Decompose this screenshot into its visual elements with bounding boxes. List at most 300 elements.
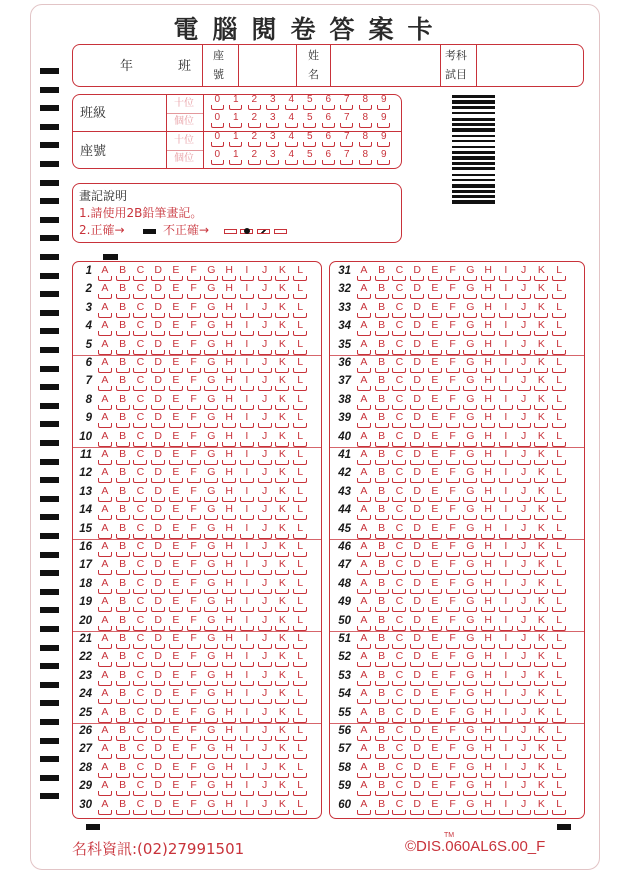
answer-bubble-b[interactable] <box>373 799 391 815</box>
answer-bubble-i[interactable] <box>497 725 515 741</box>
answer-bubble-c[interactable] <box>391 743 409 759</box>
answer-bubble-h[interactable] <box>220 615 238 631</box>
answer-bubble-i[interactable] <box>497 375 515 391</box>
answer-bubble-h[interactable] <box>220 688 238 704</box>
answer-bubble-a[interactable] <box>96 394 114 410</box>
answer-bubble-f[interactable] <box>444 504 462 520</box>
answer-bubble-c[interactable] <box>132 651 150 667</box>
class-ones-bubble-6[interactable] <box>319 113 338 128</box>
answer-bubble-g[interactable] <box>462 394 480 410</box>
answer-bubble-i[interactable] <box>238 412 256 428</box>
answer-bubble-c[interactable] <box>391 467 409 483</box>
answer-bubble-f[interactable] <box>444 578 462 594</box>
answer-bubble-i[interactable] <box>497 523 515 539</box>
answer-bubble-f[interactable] <box>444 265 462 281</box>
answer-bubble-k[interactable] <box>274 504 292 520</box>
answer-bubble-f[interactable] <box>185 357 203 373</box>
answer-bubble-e[interactable] <box>426 523 444 539</box>
answer-bubble-d[interactable] <box>408 762 426 778</box>
answer-bubble-g[interactable] <box>203 670 221 686</box>
answer-bubble-l[interactable] <box>550 651 568 667</box>
answer-bubble-a[interactable] <box>355 596 373 612</box>
answer-bubble-l[interactable] <box>550 633 568 649</box>
answer-bubble-l[interactable] <box>550 412 568 428</box>
answer-bubble-a[interactable] <box>96 725 114 741</box>
answer-bubble-i[interactable] <box>497 541 515 557</box>
answer-bubble-g[interactable] <box>462 302 480 318</box>
answer-bubble-a[interactable] <box>96 559 114 575</box>
answer-bubble-j[interactable] <box>515 780 533 796</box>
class-ones-bubble-5[interactable] <box>301 113 320 128</box>
answer-bubble-f[interactable] <box>185 265 203 281</box>
answer-bubble-i[interactable] <box>497 283 515 299</box>
answer-bubble-j[interactable] <box>515 339 533 355</box>
answer-bubble-b[interactable] <box>373 596 391 612</box>
seat-tens-bubble-9[interactable] <box>375 132 394 147</box>
answer-bubble-b[interactable] <box>373 670 391 686</box>
answer-bubble-f[interactable] <box>444 394 462 410</box>
answer-bubble-g[interactable] <box>462 320 480 336</box>
answer-bubble-h[interactable] <box>479 302 497 318</box>
answer-bubble-g[interactable] <box>203 394 221 410</box>
answer-bubble-a[interactable] <box>355 486 373 502</box>
answer-bubble-c[interactable] <box>391 375 409 391</box>
answer-bubble-c[interactable] <box>132 449 150 465</box>
answer-bubble-d[interactable] <box>408 357 426 373</box>
answer-bubble-e[interactable] <box>426 633 444 649</box>
class-ones-bubble-8[interactable] <box>356 113 375 128</box>
answer-bubble-k[interactable] <box>533 725 551 741</box>
answer-bubble-e[interactable] <box>426 578 444 594</box>
seat-ones-bubble-2[interactable] <box>245 150 264 165</box>
answer-bubble-g[interactable] <box>462 707 480 723</box>
answer-bubble-c[interactable] <box>132 283 150 299</box>
answer-bubble-h[interactable] <box>220 780 238 796</box>
answer-bubble-b[interactable] <box>114 780 132 796</box>
answer-bubble-b[interactable] <box>114 743 132 759</box>
answer-bubble-b[interactable] <box>373 762 391 778</box>
answer-bubble-g[interactable] <box>203 357 221 373</box>
answer-bubble-c[interactable] <box>132 799 150 815</box>
answer-bubble-k[interactable] <box>533 449 551 465</box>
answer-bubble-a[interactable] <box>96 339 114 355</box>
answer-bubble-f[interactable] <box>444 743 462 759</box>
answer-bubble-l[interactable] <box>291 320 309 336</box>
answer-bubble-f[interactable] <box>185 412 203 428</box>
answer-bubble-g[interactable] <box>462 431 480 447</box>
answer-bubble-e[interactable] <box>426 375 444 391</box>
answer-bubble-b[interactable] <box>114 431 132 447</box>
answer-bubble-g[interactable] <box>462 615 480 631</box>
answer-bubble-b[interactable] <box>373 578 391 594</box>
class-ones-bubble-9[interactable] <box>375 113 394 128</box>
answer-bubble-d[interactable] <box>408 615 426 631</box>
answer-bubble-a[interactable] <box>96 357 114 373</box>
answer-bubble-h[interactable] <box>220 578 238 594</box>
answer-bubble-i[interactable] <box>238 394 256 410</box>
answer-bubble-l[interactable] <box>291 725 309 741</box>
answer-bubble-h[interactable] <box>479 651 497 667</box>
answer-bubble-k[interactable] <box>274 449 292 465</box>
answer-bubble-e[interactable] <box>426 559 444 575</box>
answer-bubble-h[interactable] <box>220 265 238 281</box>
answer-bubble-e[interactable] <box>167 596 185 612</box>
answer-bubble-c[interactable] <box>132 688 150 704</box>
answer-bubble-i[interactable] <box>238 486 256 502</box>
answer-bubble-k[interactable] <box>533 504 551 520</box>
answer-bubble-c[interactable] <box>132 504 150 520</box>
answer-bubble-g[interactable] <box>462 780 480 796</box>
answer-bubble-e[interactable] <box>426 320 444 336</box>
answer-bubble-a[interactable] <box>96 688 114 704</box>
answer-bubble-e[interactable] <box>426 412 444 428</box>
answer-bubble-g[interactable] <box>462 486 480 502</box>
answer-bubble-f[interactable] <box>444 431 462 447</box>
answer-bubble-h[interactable] <box>220 670 238 686</box>
answer-bubble-d[interactable] <box>408 283 426 299</box>
answer-bubble-f[interactable] <box>185 504 203 520</box>
answer-bubble-i[interactable] <box>497 320 515 336</box>
answer-bubble-h[interactable] <box>479 467 497 483</box>
class-ones-bubble-3[interactable] <box>264 113 283 128</box>
answer-bubble-d[interactable] <box>408 320 426 336</box>
answer-bubble-e[interactable] <box>426 596 444 612</box>
answer-bubble-i[interactable] <box>238 707 256 723</box>
answer-bubble-g[interactable] <box>203 633 221 649</box>
answer-bubble-e[interactable] <box>167 523 185 539</box>
answer-bubble-b[interactable] <box>114 578 132 594</box>
answer-bubble-l[interactable] <box>550 688 568 704</box>
answer-bubble-e[interactable] <box>426 357 444 373</box>
answer-bubble-c[interactable] <box>391 762 409 778</box>
answer-bubble-d[interactable] <box>149 707 167 723</box>
answer-bubble-h[interactable] <box>220 707 238 723</box>
answer-bubble-j[interactable] <box>256 375 274 391</box>
answer-bubble-k[interactable] <box>533 486 551 502</box>
answer-bubble-h[interactable] <box>220 725 238 741</box>
answer-bubble-b[interactable] <box>373 725 391 741</box>
seat-tens-bubble-3[interactable] <box>264 132 283 147</box>
answer-bubble-j[interactable] <box>256 412 274 428</box>
answer-bubble-e[interactable] <box>426 670 444 686</box>
answer-bubble-h[interactable] <box>479 762 497 778</box>
answer-bubble-j[interactable] <box>256 504 274 520</box>
answer-bubble-h[interactable] <box>479 559 497 575</box>
answer-bubble-d[interactable] <box>408 449 426 465</box>
answer-bubble-g[interactable] <box>203 688 221 704</box>
answer-bubble-i[interactable] <box>497 467 515 483</box>
answer-bubble-j[interactable] <box>256 320 274 336</box>
answer-bubble-b[interactable] <box>373 302 391 318</box>
answer-bubble-g[interactable] <box>203 578 221 594</box>
answer-bubble-l[interactable] <box>291 486 309 502</box>
answer-bubble-e[interactable] <box>167 707 185 723</box>
answer-bubble-h[interactable] <box>479 523 497 539</box>
answer-bubble-i[interactable] <box>497 394 515 410</box>
answer-bubble-e[interactable] <box>426 725 444 741</box>
answer-bubble-g[interactable] <box>203 486 221 502</box>
answer-bubble-a[interactable] <box>96 320 114 336</box>
seat-tens-bubble-7[interactable] <box>338 132 357 147</box>
answer-bubble-k[interactable] <box>274 707 292 723</box>
answer-bubble-i[interactable] <box>497 357 515 373</box>
answer-bubble-l[interactable] <box>550 707 568 723</box>
answer-bubble-e[interactable] <box>167 486 185 502</box>
answer-bubble-l[interactable] <box>550 541 568 557</box>
answer-bubble-c[interactable] <box>132 559 150 575</box>
answer-bubble-i[interactable] <box>497 578 515 594</box>
answer-bubble-f[interactable] <box>444 615 462 631</box>
answer-bubble-c[interactable] <box>391 283 409 299</box>
answer-bubble-d[interactable] <box>408 799 426 815</box>
answer-bubble-d[interactable] <box>149 486 167 502</box>
answer-bubble-e[interactable] <box>167 578 185 594</box>
answer-bubble-i[interactable] <box>238 799 256 815</box>
answer-bubble-b[interactable] <box>114 357 132 373</box>
answer-bubble-h[interactable] <box>220 559 238 575</box>
answer-bubble-f[interactable] <box>444 320 462 336</box>
answer-bubble-k[interactable] <box>533 394 551 410</box>
answer-bubble-e[interactable] <box>426 467 444 483</box>
answer-bubble-l[interactable] <box>291 559 309 575</box>
answer-bubble-i[interactable] <box>238 743 256 759</box>
answer-bubble-h[interactable] <box>479 412 497 428</box>
answer-bubble-g[interactable] <box>462 283 480 299</box>
answer-bubble-e[interactable] <box>167 799 185 815</box>
answer-bubble-l[interactable] <box>550 725 568 741</box>
class-tens-bubble-9[interactable] <box>375 95 394 110</box>
seat-ones-bubble-1[interactable] <box>227 150 246 165</box>
answer-bubble-a[interactable] <box>96 504 114 520</box>
answer-bubble-f[interactable] <box>185 431 203 447</box>
answer-bubble-c[interactable] <box>391 431 409 447</box>
answer-bubble-j[interactable] <box>515 394 533 410</box>
answer-bubble-i[interactable] <box>238 762 256 778</box>
answer-bubble-d[interactable] <box>149 743 167 759</box>
answer-bubble-e[interactable] <box>426 283 444 299</box>
answer-bubble-k[interactable] <box>533 357 551 373</box>
answer-bubble-j[interactable] <box>515 707 533 723</box>
answer-bubble-e[interactable] <box>167 670 185 686</box>
answer-bubble-l[interactable] <box>291 265 309 281</box>
answer-bubble-d[interactable] <box>149 320 167 336</box>
answer-bubble-e[interactable] <box>426 541 444 557</box>
seat-ones-bubble-4[interactable] <box>282 150 301 165</box>
answer-bubble-c[interactable] <box>391 412 409 428</box>
answer-bubble-h[interactable] <box>220 633 238 649</box>
answer-bubble-c[interactable] <box>391 339 409 355</box>
class-tens-bubble-4[interactable] <box>282 95 301 110</box>
answer-bubble-h[interactable] <box>479 320 497 336</box>
answer-bubble-a[interactable] <box>355 615 373 631</box>
answer-bubble-d[interactable] <box>408 431 426 447</box>
answer-bubble-f[interactable] <box>185 762 203 778</box>
answer-bubble-b[interactable] <box>373 375 391 391</box>
answer-bubble-g[interactable] <box>462 265 480 281</box>
answer-bubble-g[interactable] <box>203 412 221 428</box>
answer-bubble-d[interactable] <box>149 523 167 539</box>
seat-ones-bubble-3[interactable] <box>264 150 283 165</box>
answer-bubble-g[interactable] <box>462 339 480 355</box>
answer-bubble-b[interactable] <box>114 707 132 723</box>
answer-bubble-j[interactable] <box>256 707 274 723</box>
answer-bubble-l[interactable] <box>291 357 309 373</box>
answer-bubble-a[interactable] <box>355 559 373 575</box>
answer-bubble-d[interactable] <box>149 559 167 575</box>
answer-bubble-a[interactable] <box>355 799 373 815</box>
answer-bubble-d[interactable] <box>408 467 426 483</box>
answer-bubble-k[interactable] <box>533 523 551 539</box>
answer-bubble-d[interactable] <box>408 523 426 539</box>
answer-bubble-f[interactable] <box>444 799 462 815</box>
answer-bubble-f[interactable] <box>185 541 203 557</box>
answer-bubble-i[interactable] <box>238 357 256 373</box>
class-tens-bubble-2[interactable] <box>245 95 264 110</box>
answer-bubble-k[interactable] <box>274 725 292 741</box>
answer-bubble-d[interactable] <box>149 651 167 667</box>
answer-bubble-h[interactable] <box>479 265 497 281</box>
answer-bubble-i[interactable] <box>497 780 515 796</box>
answer-bubble-f[interactable] <box>444 707 462 723</box>
answer-bubble-d[interactable] <box>149 596 167 612</box>
seat-ones-bubble-5[interactable] <box>301 150 320 165</box>
answer-bubble-f[interactable] <box>444 339 462 355</box>
answer-bubble-d[interactable] <box>408 596 426 612</box>
answer-bubble-b[interactable] <box>114 725 132 741</box>
answer-bubble-f[interactable] <box>185 302 203 318</box>
answer-bubble-e[interactable] <box>167 541 185 557</box>
answer-bubble-k[interactable] <box>533 670 551 686</box>
answer-bubble-b[interactable] <box>114 265 132 281</box>
answer-bubble-f[interactable] <box>185 394 203 410</box>
answer-bubble-l[interactable] <box>291 449 309 465</box>
answer-bubble-a[interactable] <box>96 762 114 778</box>
answer-bubble-a[interactable] <box>355 725 373 741</box>
answer-bubble-d[interactable] <box>149 339 167 355</box>
answer-bubble-d[interactable] <box>149 375 167 391</box>
answer-bubble-g[interactable] <box>462 467 480 483</box>
answer-bubble-e[interactable] <box>426 762 444 778</box>
answer-bubble-h[interactable] <box>220 320 238 336</box>
answer-bubble-l[interactable] <box>550 504 568 520</box>
answer-bubble-i[interactable] <box>497 670 515 686</box>
answer-bubble-h[interactable] <box>220 743 238 759</box>
answer-bubble-e[interactable] <box>167 283 185 299</box>
answer-bubble-f[interactable] <box>444 302 462 318</box>
answer-bubble-e[interactable] <box>426 743 444 759</box>
answer-bubble-e[interactable] <box>167 651 185 667</box>
answer-bubble-h[interactable] <box>479 578 497 594</box>
answer-bubble-i[interactable] <box>497 504 515 520</box>
answer-bubble-c[interactable] <box>391 320 409 336</box>
answer-bubble-k[interactable] <box>274 651 292 667</box>
answer-bubble-g[interactable] <box>203 799 221 815</box>
answer-bubble-e[interactable] <box>426 651 444 667</box>
answer-bubble-a[interactable] <box>96 633 114 649</box>
answer-bubble-b[interactable] <box>114 688 132 704</box>
answer-bubble-e[interactable] <box>167 394 185 410</box>
answer-bubble-e[interactable] <box>426 707 444 723</box>
answer-bubble-d[interactable] <box>149 302 167 318</box>
answer-bubble-j[interactable] <box>515 357 533 373</box>
answer-bubble-h[interactable] <box>479 707 497 723</box>
answer-bubble-a[interactable] <box>355 394 373 410</box>
answer-bubble-g[interactable] <box>462 449 480 465</box>
answer-bubble-i[interactable] <box>238 596 256 612</box>
answer-bubble-f[interactable] <box>185 449 203 465</box>
answer-bubble-l[interactable] <box>291 283 309 299</box>
answer-bubble-f[interactable] <box>185 320 203 336</box>
answer-bubble-j[interactable] <box>256 394 274 410</box>
answer-bubble-a[interactable] <box>355 302 373 318</box>
answer-bubble-f[interactable] <box>444 670 462 686</box>
answer-bubble-k[interactable] <box>533 283 551 299</box>
answer-bubble-l[interactable] <box>291 780 309 796</box>
answer-bubble-b[interactable] <box>114 320 132 336</box>
answer-bubble-g[interactable] <box>203 302 221 318</box>
answer-bubble-d[interactable] <box>149 799 167 815</box>
answer-bubble-h[interactable] <box>220 523 238 539</box>
answer-bubble-e[interactable] <box>426 265 444 281</box>
answer-bubble-f[interactable] <box>185 467 203 483</box>
answer-bubble-c[interactable] <box>391 725 409 741</box>
answer-bubble-j[interactable] <box>515 559 533 575</box>
answer-bubble-l[interactable] <box>291 504 309 520</box>
answer-bubble-i[interactable] <box>238 320 256 336</box>
answer-bubble-g[interactable] <box>462 596 480 612</box>
answer-bubble-b[interactable] <box>373 651 391 667</box>
answer-bubble-i[interactable] <box>497 449 515 465</box>
answer-bubble-i[interactable] <box>238 615 256 631</box>
seat-tens-bubble-2[interactable] <box>245 132 264 147</box>
answer-bubble-d[interactable] <box>149 762 167 778</box>
answer-bubble-h[interactable] <box>479 541 497 557</box>
answer-bubble-l[interactable] <box>291 412 309 428</box>
answer-bubble-k[interactable] <box>274 412 292 428</box>
answer-bubble-e[interactable] <box>167 412 185 428</box>
answer-bubble-b[interactable] <box>373 615 391 631</box>
answer-bubble-a[interactable] <box>355 449 373 465</box>
answer-bubble-g[interactable] <box>462 541 480 557</box>
answer-bubble-l[interactable] <box>550 394 568 410</box>
answer-bubble-a[interactable] <box>355 743 373 759</box>
answer-bubble-j[interactable] <box>256 283 274 299</box>
answer-bubble-h[interactable] <box>220 541 238 557</box>
answer-bubble-h[interactable] <box>479 780 497 796</box>
answer-bubble-g[interactable] <box>203 707 221 723</box>
answer-bubble-g[interactable] <box>462 799 480 815</box>
answer-bubble-i[interactable] <box>238 504 256 520</box>
answer-bubble-j[interactable] <box>256 449 274 465</box>
answer-bubble-c[interactable] <box>132 578 150 594</box>
answer-bubble-j[interactable] <box>256 688 274 704</box>
answer-bubble-d[interactable] <box>149 504 167 520</box>
answer-bubble-b[interactable] <box>114 799 132 815</box>
answer-bubble-i[interactable] <box>497 633 515 649</box>
answer-bubble-l[interactable] <box>291 762 309 778</box>
answer-bubble-k[interactable] <box>274 780 292 796</box>
answer-bubble-j[interactable] <box>256 799 274 815</box>
answer-bubble-h[interactable] <box>220 596 238 612</box>
answer-bubble-l[interactable] <box>550 339 568 355</box>
answer-bubble-h[interactable] <box>479 799 497 815</box>
answer-bubble-i[interactable] <box>238 302 256 318</box>
answer-bubble-e[interactable] <box>426 504 444 520</box>
answer-bubble-a[interactable] <box>355 431 373 447</box>
answer-bubble-i[interactable] <box>238 651 256 667</box>
answer-bubble-e[interactable] <box>167 743 185 759</box>
answer-bubble-l[interactable] <box>291 375 309 391</box>
